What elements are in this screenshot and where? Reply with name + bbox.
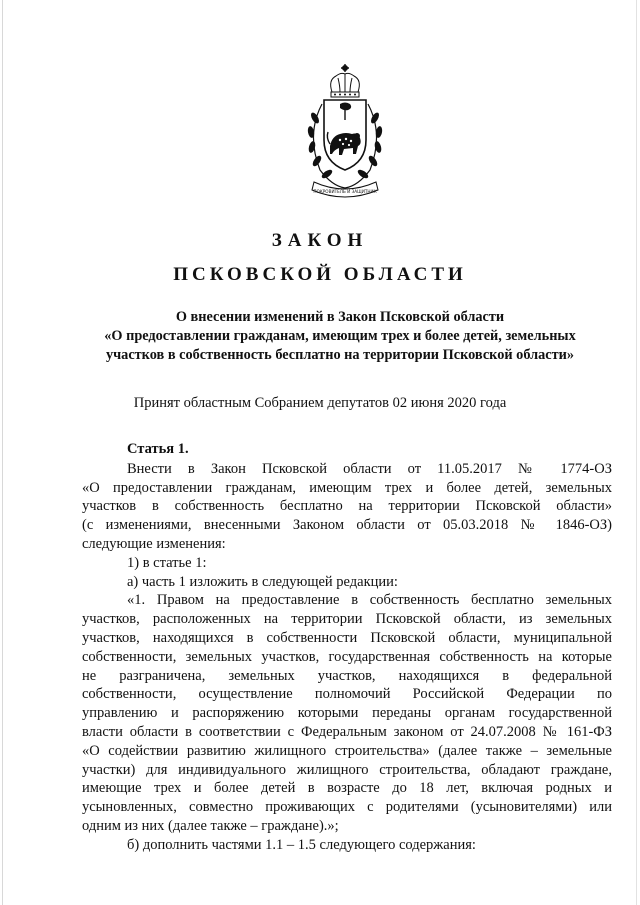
text-line: одним из них (далее также – граждане).»; — [82, 817, 339, 834]
text-line: «О содействии развитию жилищного строительства» (далее также – земельные — [82, 742, 612, 759]
text-line: (с изменениями, внесенными Законом области от 05.03.2018 № 1846-ОЗ) — [82, 517, 612, 534]
text-line: а) часть 1 изложить в следующей редакции: — [127, 573, 398, 590]
text-line: усыновленных, совместно проживающих с родителями (усыновителями) или — [82, 799, 612, 816]
scan-edge-left — [2, 0, 3, 905]
article-body — [82, 440, 612, 855]
text-line: собственности, земельных участков, государственная собственность на которые — [82, 648, 612, 665]
pskov-coat-of-arms-icon — [300, 62, 390, 202]
text-line: Внести в Закон Псковской области от 11.05.2017 № 1774-ОЗ — [127, 460, 612, 477]
text-line: «1. Правом на предоставление в собственность бесплатно земельных — [127, 592, 612, 609]
text-line: участки) для индивидуального жилищного строительства, обладают граждане, — [82, 761, 612, 778]
text-line: участков в собственность бесплатно на территории Псковской области» — [82, 498, 612, 515]
text-line: имеющие трех и более детей в возрасте до 18 лет, включая родных и — [82, 780, 612, 797]
text-line: 1) в статье 1: — [127, 554, 207, 571]
text-line: б) дополнить частями 1.1 – 1.5 следующего содержания: — [127, 836, 476, 853]
text-line: власти области в соответствии с Федеральным законом от 24.07.2008 № 161-ФЗ — [82, 723, 612, 740]
adoption-note: Принят областным Собранием депутатов 02 июня 2020 года — [133, 395, 507, 411]
law-subject-line: О внесении изменений в Закон Псковской области — [175, 309, 505, 325]
text-line: следующие изменения: — [82, 535, 226, 552]
text-line: «О предоставлении гражданам, имеющим трех и более детей, земельных — [82, 479, 612, 496]
law-subject — [90, 308, 590, 365]
text-line: участков, находящихся в собственности Псковской области, муниципальной — [82, 629, 612, 646]
law-subject-line: «О предоставлении гражданам, имеющим трех и более детей, земельных — [104, 328, 576, 344]
text-line: управлению и распоряжению которыми переданы органам государственной — [82, 705, 612, 722]
scan-edge-right — [636, 0, 637, 905]
article-heading: Статья 1. — [127, 441, 189, 457]
text-line: не разграничена, земельных участков, находящихся в федеральной — [82, 667, 612, 684]
issuer-title: ПСКОВСКОЙ ОБЛАСТИ — [173, 264, 467, 285]
text-line: участков, расположенных на территории Псковской области, из земельных — [82, 611, 612, 628]
emblem-motto: ПОКРОВИТЕЛЬ И ЗАЩИТНИК — [313, 189, 377, 194]
law-subject-line: участков в собственность бесплатно на территории Псковской области» — [105, 347, 575, 363]
text-line: собственности, осуществление полномочий Российской Федерации по — [82, 686, 612, 703]
document-type-title: ЗАКОН — [271, 230, 369, 251]
